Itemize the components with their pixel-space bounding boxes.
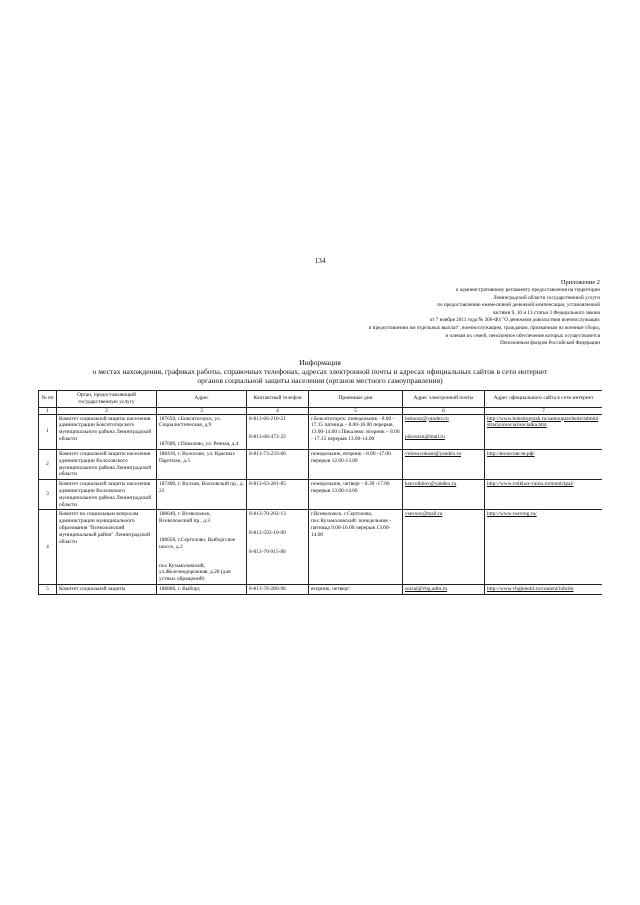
- phone-secondary: 8-813-66-472-22: [249, 434, 286, 441]
- appendix-line: по предоставлению ежемесячной денежной компенсации, установленной: [437, 302, 600, 309]
- appendix-line: и членам их семей, пенсионное обеспечение которых осуществляется: [445, 332, 600, 339]
- index-cell: 6: [403, 407, 485, 414]
- row-site: [485, 414, 603, 449]
- row-address: [157, 414, 247, 449]
- info-title-line: органов социальной защиты населения (органов местного самоуправления): [197, 376, 443, 386]
- address-primary: 187650, г.Бокситогорск, ул. Социалистическая, д.9: [159, 415, 222, 429]
- header-num: № пп: [39, 391, 57, 408]
- info-title-heading: Информация: [299, 358, 341, 367]
- email-link-secondary[interactable]: pikosozn@mail.ru: [405, 434, 445, 441]
- table-row: [39, 480, 603, 510]
- row-email: [403, 449, 485, 479]
- row-site: [485, 510, 603, 585]
- index-cell: 3: [157, 407, 247, 414]
- row-site: [485, 449, 603, 479]
- table-row: [39, 449, 603, 479]
- index-cell: 7: [485, 407, 603, 414]
- phone-primary: 8-813-70-202-13: [249, 511, 286, 518]
- row-email: [403, 584, 485, 594]
- table-header-row: [39, 391, 603, 408]
- row-site: [485, 480, 603, 510]
- info-title-line: о местах нахождения, графиках работы, справочных телефонах, адресах электронной почты и адресах официальных сайтов в сети интернет: [92, 367, 548, 377]
- row-days: г.Всеволожск, г.Сертолово, пос.Кузьмоловский: понедельник - пятница 9.00-16.00 перерыв 13.00-14.00: [309, 510, 403, 585]
- index-cell: 2: [57, 407, 157, 414]
- appendix-block: [270, 278, 600, 348]
- address-tertiary: пос.Кузьмоловский, ул.Железнодорожная, д.26 (для устных обращений): [159, 562, 231, 583]
- appendix-title: Приложение 2: [560, 279, 600, 286]
- row-num: 5: [39, 584, 57, 594]
- row-address: 188410, г. Волосово, ул. Красных Партизан, д.5: [157, 449, 247, 479]
- header-organ: Орган, предоставляющий государственную услугу: [57, 391, 157, 408]
- info-title: [30, 358, 610, 386]
- appendix-line: Ленинградской области государственной услуги: [493, 294, 600, 301]
- header-address: Адрес: [157, 391, 247, 408]
- row-email: [403, 414, 485, 449]
- row-num: 1: [39, 414, 57, 449]
- row-num: 4: [39, 510, 57, 585]
- address-secondary: 187600, г.Пикалево, ул. Речная, д.4: [159, 441, 239, 448]
- row-organ: Комитет социальной защиты населения администрации Бокситогорского муниципального района Ленинградской области: [57, 414, 157, 449]
- row-days: понедельник, четверг - 8.30 -17.00 перерыв 13.00-14.00: [309, 480, 403, 510]
- phone-primary: 8-813-66-210-21: [249, 415, 286, 422]
- row-phone: 8-813-78-280-96: [247, 584, 309, 594]
- header-phone: Контактный телефон: [247, 391, 309, 408]
- email-link[interactable]: kszvolkhov@yandex.ru: [405, 481, 457, 488]
- header-days: Приемные дни: [309, 391, 403, 408]
- organs-table: [38, 390, 602, 595]
- row-days: понедельник, вторник - 8.00 -17.00 перерыв 12.00-13.00: [309, 449, 403, 479]
- row-phone: [247, 510, 309, 585]
- phone-tertiary: 8-813-70-915-86: [249, 548, 286, 555]
- site-link[interactable]: http://www.vsevreg.ru/: [487, 511, 537, 518]
- header-site: Адрес официального сайта в сети интернет: [485, 391, 603, 408]
- row-organ: Комитет социальной защиты: [57, 584, 157, 594]
- site-link[interactable]: http://www.volkhov-raion.ru/municipal/: [487, 481, 574, 488]
- email-link[interactable]: social@vbg.adm.ru: [405, 585, 448, 592]
- row-site: [485, 584, 603, 594]
- appendix-line: от 7 ноября 2011 года № 306-ФЗ "О денежном довольствии военнослужащих: [429, 317, 600, 324]
- row-email: [403, 480, 485, 510]
- row-organ: Комитет социальной защиты населения администрации Волосовского муниципального района Ленинградской области: [57, 449, 157, 479]
- table-container: [38, 390, 602, 628]
- row-organ: Комитет социальной защиты населения администрации Волховского муниципального района Ленинградской области: [57, 480, 157, 510]
- email-link[interactable]: volosovoksan@yandex.ru: [405, 450, 462, 457]
- row-num: 3: [39, 480, 57, 510]
- index-cell: 4: [247, 407, 309, 414]
- address-primary: 188640, г. Всеволожск, Всеволожский пр., д.3: [159, 511, 211, 525]
- row-num: 2: [39, 449, 57, 479]
- row-phone: 8-813-63-281-85: [247, 480, 309, 510]
- page-number: 134: [314, 256, 326, 265]
- table-index-row: [39, 407, 603, 414]
- row-address: [157, 510, 247, 585]
- row-organ: Комитет по социальным вопросам администрации муниципального образования "Всеволожский муниципальный район" Ленинградской области: [57, 510, 157, 585]
- row-days: г.Бокситогорск: понедельник - 8.00 - 17.15 пятница – 8.00-16.00 перерыв 13.00-14.00 г.Пикалево: вторник – 8.00 - 17.15 перерыв 13.00-14.00: [309, 414, 403, 449]
- row-days: вторник, четверг:: [309, 584, 403, 594]
- site-link[interactable]: http://волосовсзн.рф/: [487, 450, 535, 457]
- phone-secondary: 8-812-593-10-00: [249, 530, 286, 537]
- appendix-line: Пенсионным фондом Российской Федерации: [500, 340, 600, 347]
- appendix-line: частями 9, 10 и 13 статьи 3 Федерального закона: [492, 309, 600, 316]
- row-phone: 8-813-73-233-66: [247, 449, 309, 479]
- site-link[interactable]: http://www.boksitogorsk.ru/samoupravlenie/administraciya/social/socialka.htm: [487, 415, 599, 429]
- index-cell: 1: [39, 407, 57, 414]
- index-cell: 5: [309, 407, 403, 414]
- email-link[interactable]: boksosz@yandex.ru: [405, 415, 449, 422]
- row-email: [403, 510, 485, 585]
- table-row: [39, 510, 603, 585]
- site-link[interactable]: http://www.vbglenobl.ru/content/inform: [487, 585, 574, 592]
- table-row: [39, 414, 603, 449]
- header-email: Адрес электронной почты: [403, 391, 485, 408]
- appendix-line: и предоставлении им отдельных выплат", военнослужащим, гражданам, призванным на военные сборы,: [368, 324, 600, 331]
- email-link[interactable]: vsevsoc@mail.ru: [405, 511, 443, 518]
- appendix-line: к административному регламенту предоставления на территории: [455, 287, 600, 293]
- row-phone: [247, 414, 309, 449]
- row-address: 188800, г. Выборг,: [157, 584, 247, 594]
- row-address: 187400, г. Волхов, Волховский пр., д. 23: [157, 480, 247, 510]
- address-secondary: 188650, г.Сертолово, Выборгское шоссе, д.2: [159, 536, 236, 550]
- table-row: [39, 584, 603, 594]
